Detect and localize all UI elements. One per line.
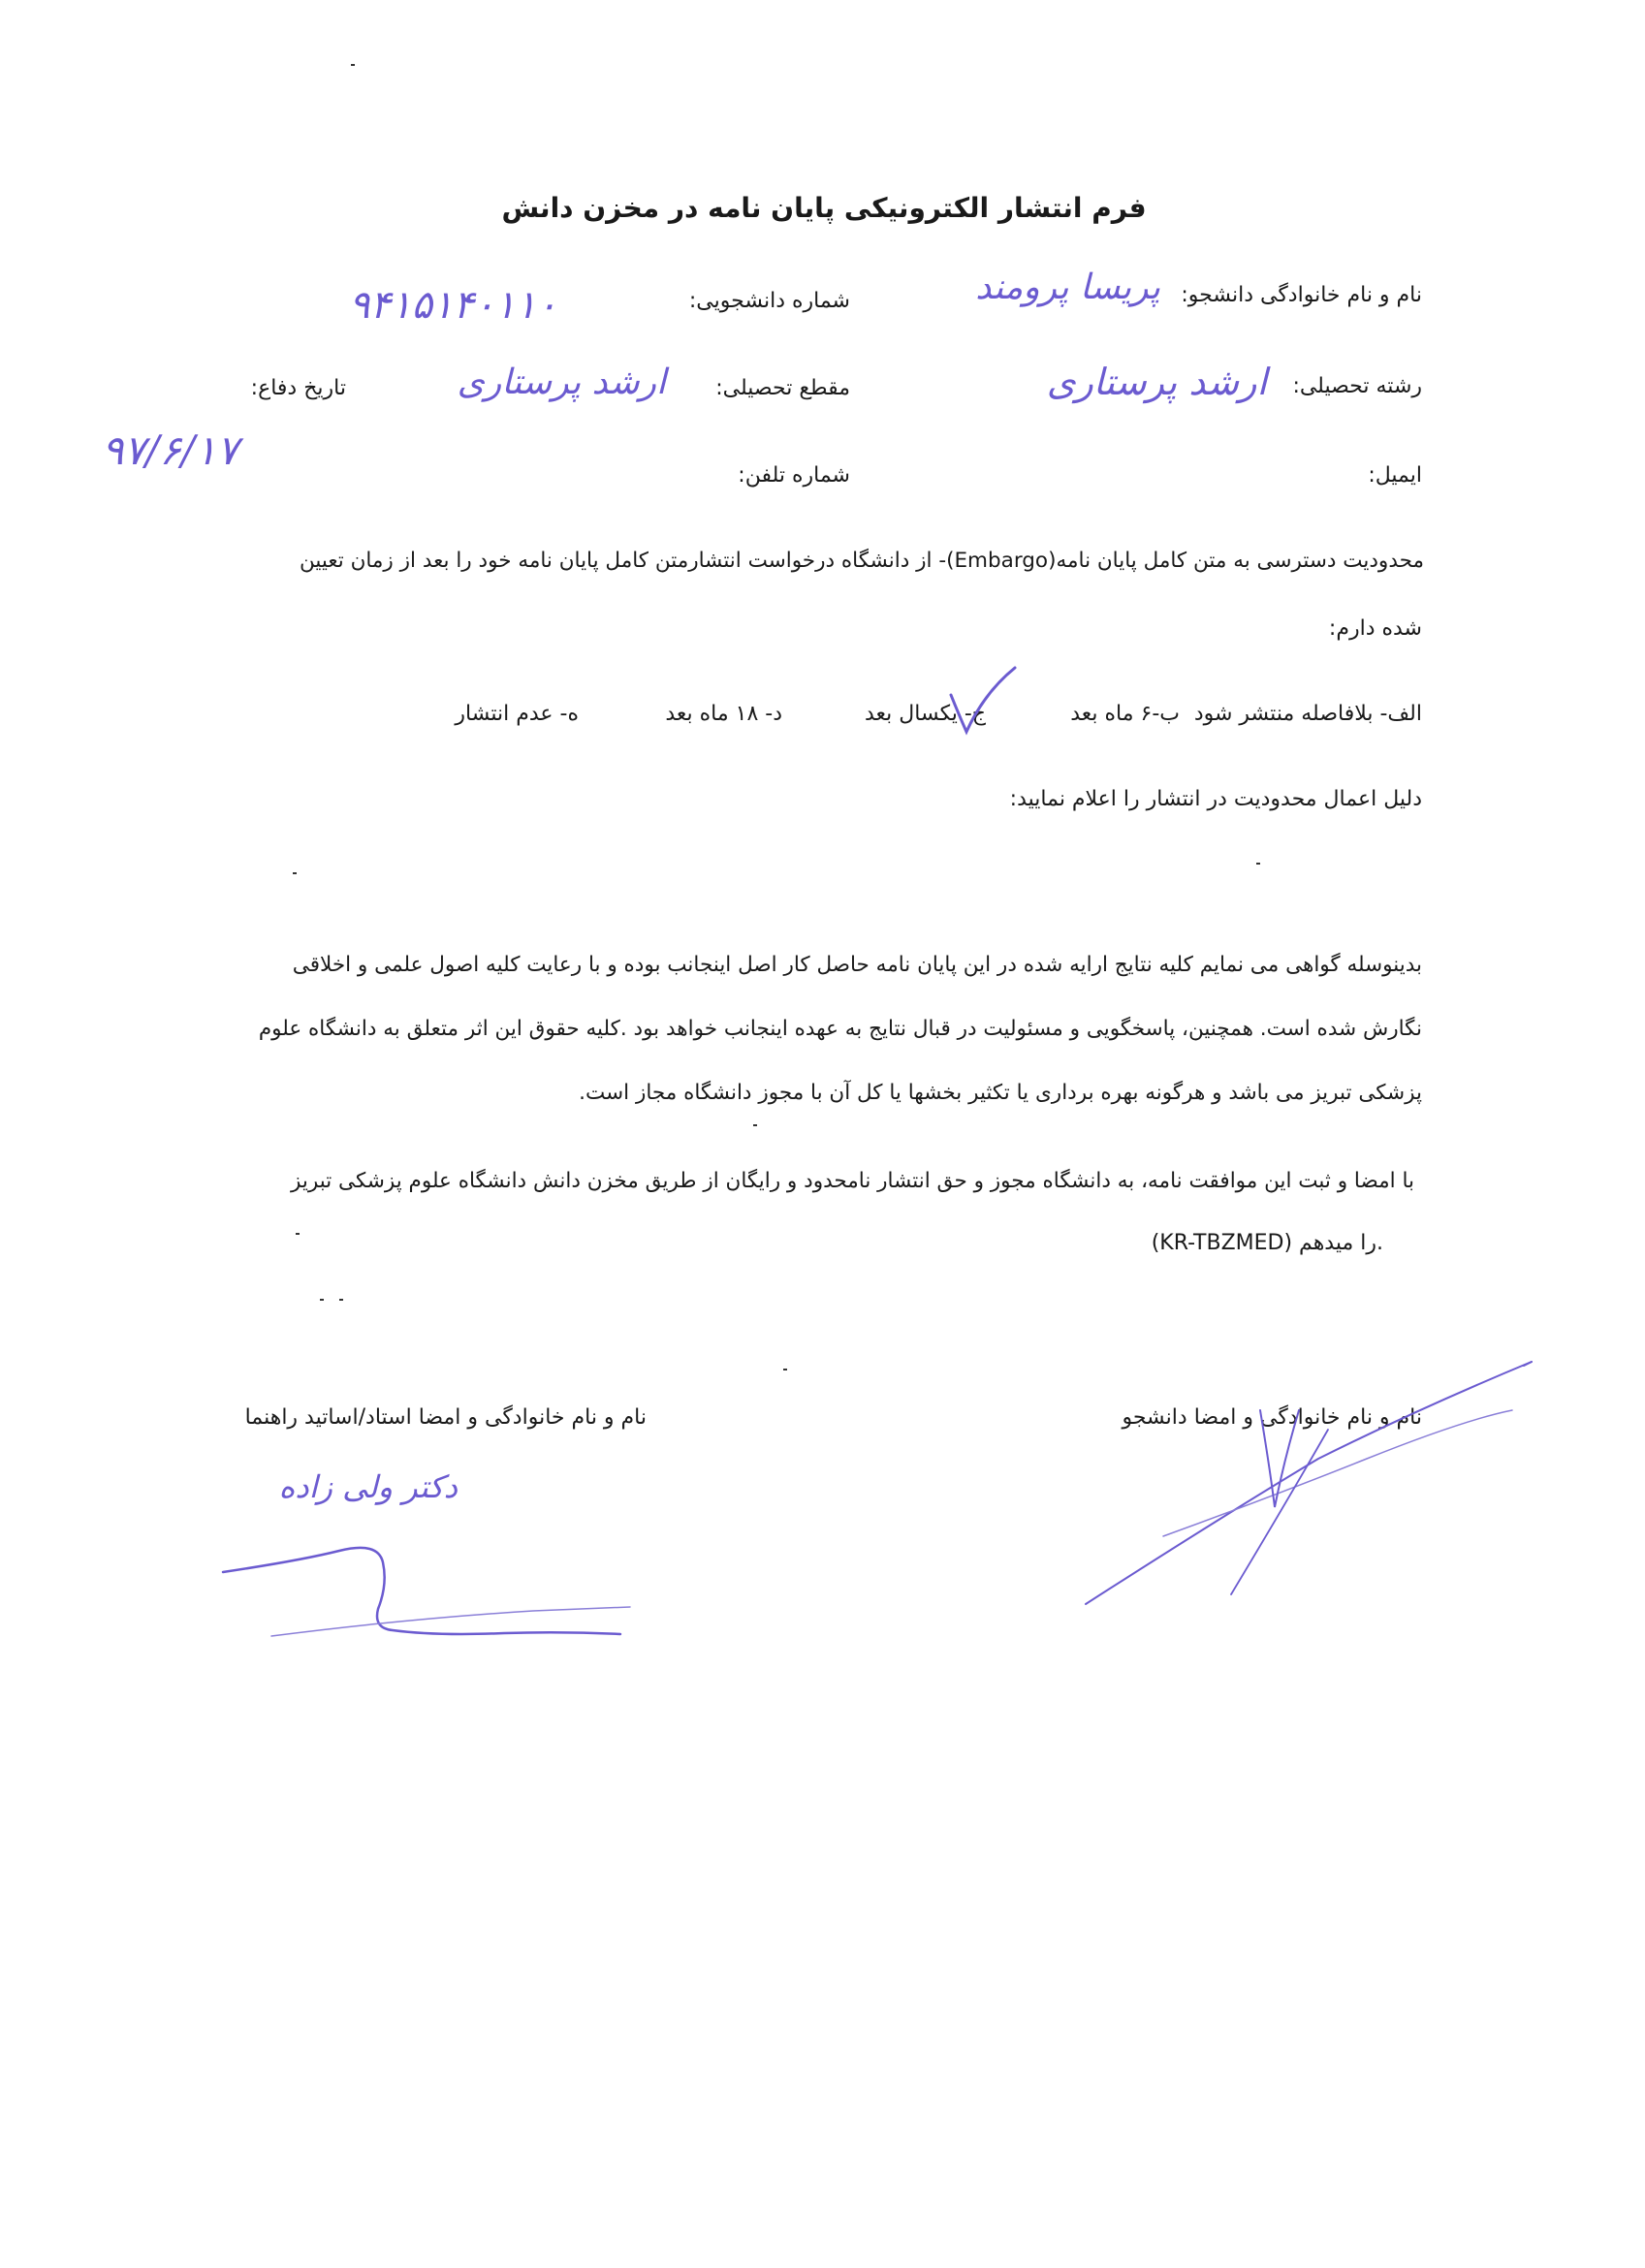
scan-speck: [293, 872, 297, 874]
student-name-value: پریسا پرومند: [975, 268, 1160, 307]
defense-date-label: تاریخ دفاع:: [250, 376, 346, 400]
email-label: ایمیل:: [1368, 463, 1422, 488]
declaration-line2: نگارش شده است. همچنین، پاسخگویی و مسئولیت در قبال نتایج به عهده اینجانب خواهد بود .کلیه حقوق این اثر متعلق به دانشگاه علوم: [258, 1017, 1422, 1041]
major-label: رشته تحصیلی:: [1292, 374, 1422, 398]
declaration-line5: (KR-TBZMED) را میدهم.: [1151, 1231, 1383, 1255]
student-number-label: شماره دانشجویی:: [688, 289, 850, 313]
major-value: ارشد پرستاری: [1046, 361, 1267, 403]
embargo-text-line2: شده دارم:: [1328, 616, 1422, 641]
scan-speck: [1256, 863, 1260, 865]
declaration-line4: با امضا و ثبت این موافقت نامه، به دانشگاه مجوز و حق انتشار نامحدود و رایگان از طریق مخزن دانش دانشگاه علوم پزشکی تبریز: [291, 1169, 1414, 1193]
scan-speck: [296, 1233, 300, 1235]
scan-speck: [753, 1124, 757, 1126]
option-immediate[interactable]: الف- بلافاصله منتشر شود: [1193, 702, 1422, 726]
scan-speck: [339, 1299, 343, 1301]
form-title: فرم انتشار الکترونیکی پایان نامه در مخزن دانش: [501, 192, 1147, 224]
option-no-publish[interactable]: ه- عدم انتشار: [455, 702, 579, 726]
scan-speck: [320, 1299, 324, 1301]
scan-speck: [351, 64, 355, 66]
embargo-reason-label: دلیل اعمال محدودیت در انتشار را اعلام نمایید:: [1009, 787, 1422, 811]
advisor-signature: [213, 1493, 640, 1657]
advisor-handwritten-name: دکتر ولی زاده: [278, 1468, 458, 1505]
student-signature: [1076, 1352, 1541, 1614]
selected-checkmark-icon: [945, 664, 1023, 741]
student-signature-label: نام و نام خانوادگی و امضا دانشجو: [1122, 1405, 1422, 1430]
degree-value: ارشد پرستاری: [457, 362, 666, 402]
scan-speck: [783, 1369, 787, 1370]
option-18-months[interactable]: د- ۱۸ ماه بعد: [665, 702, 782, 726]
degree-label: مقطع تحصیلی:: [715, 376, 850, 400]
option-6-months[interactable]: ب-۶ ماه بعد: [1070, 702, 1180, 726]
advisor-signature-label: نام و نام خانوادگی و امضا استاد/اساتید راهنما: [244, 1405, 647, 1430]
student-number-value: ۹۴۱۵۱۴۰۱۱۰: [349, 283, 557, 328]
student-name-label: نام و نام خانوادگی دانشجو:: [1181, 283, 1422, 307]
defense-date-value: ۹۷/۶/۱۷: [102, 426, 239, 474]
phone-label: شماره تلفن:: [738, 463, 850, 488]
declaration-line1: بدینوسله گواهی می نمایم کلیه نتایج ارایه شده در این پایان نامه حاصل کار اصل اینجانب بوده و با رعایت کلیه اصول علمی و اخلاقی: [292, 953, 1422, 977]
embargo-text-line1: محدودیت دسترسی به متن کامل پایان نامه(Embargo)- از دانشگاه درخواست انتشارمتن کامل پایان نامه خود را بعد از زمان تعیین: [300, 549, 1424, 573]
declaration-line3: پزشکی تبریز می باشد و هرگونه بهره برداری یا تکثیر بخشها یا کل آن با مجوز دانشگاه مجاز است.: [579, 1081, 1422, 1105]
option-1-year[interactable]: ج- یکسال بعد: [865, 702, 986, 726]
